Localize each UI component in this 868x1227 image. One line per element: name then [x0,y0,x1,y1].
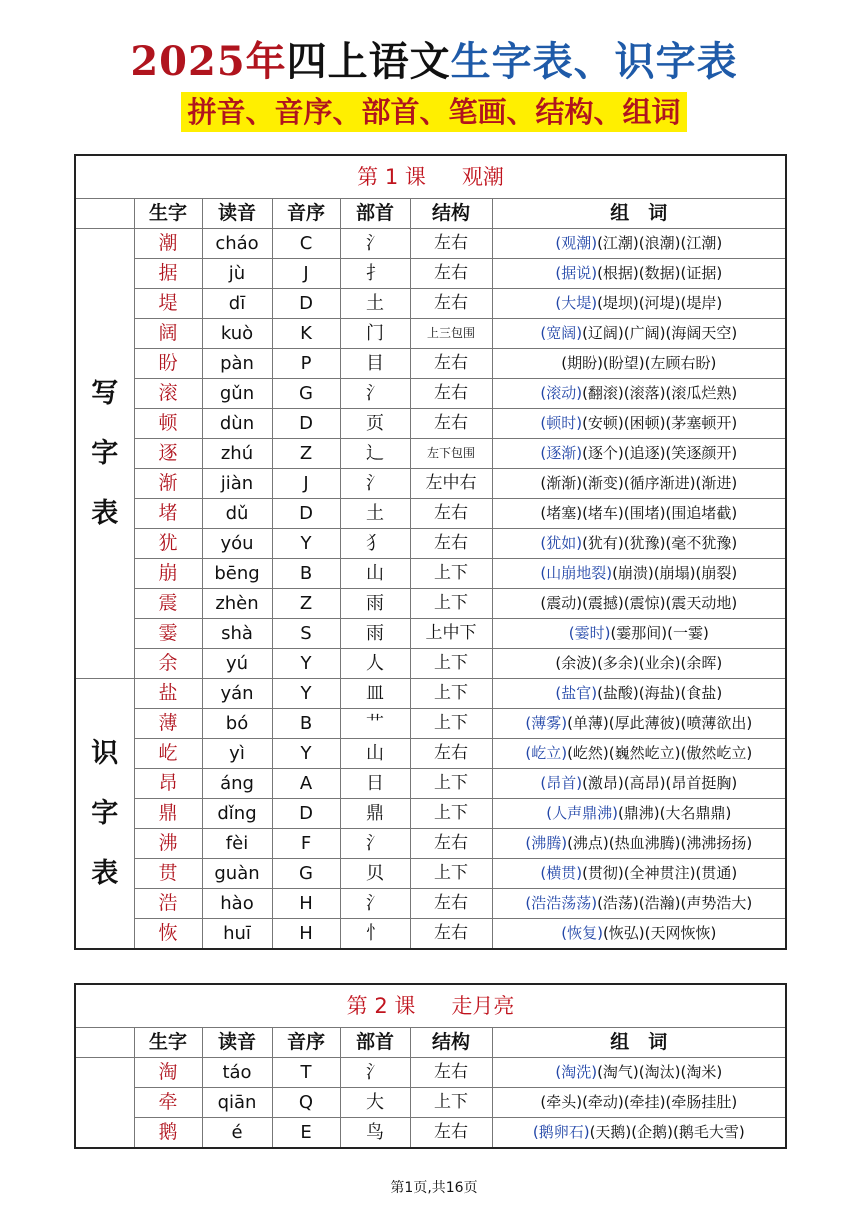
category-char: 识 [91,737,119,769]
structure-cell: 上下 [410,769,492,799]
radical-cell: 鼎 [340,799,410,829]
words-first: (鹅卵石) [532,1123,590,1141]
radical-cell: 氵 [340,1058,410,1088]
words-rest: (牵头)(牵动)(牵挂)(牵肠挂肚) [540,1093,738,1111]
category-char: 字 [91,437,119,469]
table-row [75,1118,786,1149]
pinyin-cell: jù [202,259,272,289]
radical-cell: 氵 [340,889,410,919]
order-cell: D [272,409,340,439]
words-rest: (霎那间)(一霎) [610,624,709,642]
category-char: 字 [91,797,119,829]
radical-cell: 日 [340,769,410,799]
order-cell: Y [272,679,340,709]
words-rest: (余波)(多余)(业余)(余晖) [555,654,723,672]
order-cell: T [272,1058,340,1088]
order-cell: S [272,619,340,649]
structure-cell: 左右 [410,739,492,769]
table-row [75,649,786,679]
words-first: (山崩地裂) [540,564,613,582]
structure-cell: 左右 [410,829,492,859]
words-first: (人声鼎沸) [546,804,618,822]
words-cell [492,769,786,799]
structure-cell: 上下 [410,559,492,589]
char-cell: 沸 [134,829,202,859]
order-cell: H [272,889,340,919]
header-order: 音序 [272,199,340,229]
order-cell: Q [272,1088,340,1118]
words-rest: (天鹅)(企鹅)(鹅毛大雪) [589,1123,745,1141]
header-structure: 结构 [410,1028,492,1058]
table-row [75,289,786,319]
words-cell [492,439,786,469]
structure-cell: 左右 [410,1118,492,1149]
radical-cell: 忄 [340,919,410,950]
char-cell: 昂 [134,769,202,799]
words-first: (薄雾) [525,714,568,732]
words-cell [492,1088,786,1118]
lesson-number: 第 2 课 [346,994,416,1018]
words-rest: (屹然)(巍然屹立)(傲然屹立) [567,744,753,762]
order-cell: P [272,349,340,379]
words-rest: (期盼)(盼望)(左顾右盼) [561,354,717,372]
header-radical: 部首 [340,1028,410,1058]
words-cell [492,829,786,859]
structure-cell: 左右 [410,229,492,259]
pinyin-cell: bó [202,709,272,739]
lesson-number: 第 1 课 [357,165,426,189]
structure-cell: 左下包围 [410,439,492,469]
words-rest: (贯彻)(全神贯注)(贯通) [582,864,738,882]
lesson-title [75,984,786,1028]
order-cell: C [272,229,340,259]
pinyin-cell: yú [202,649,272,679]
order-cell: Y [272,649,340,679]
words-rest: (激昂)(高昂)(昂首挺胸) [582,774,738,792]
table-row [75,889,786,919]
words-rest: (崩溃)(崩塌)(崩裂) [612,564,738,582]
structure-cell: 左右 [410,409,492,439]
lesson-name: 走月亮 [451,994,515,1018]
words-cell [492,1118,786,1149]
order-cell: D [272,289,340,319]
words-rest: (逐个)(追逐)(笑逐颜开) [582,444,738,462]
words-cell [492,889,786,919]
lesson-table-1 [74,154,787,950]
table-row [75,619,786,649]
radical-cell: 雨 [340,589,410,619]
structure-cell: 左右 [410,259,492,289]
char-cell: 渐 [134,469,202,499]
table-row [75,829,786,859]
structure-cell: 上下 [410,709,492,739]
words-cell [492,559,786,589]
order-cell: F [272,829,340,859]
title-year: 2025年 [130,38,287,85]
pinyin-cell: jiàn [202,469,272,499]
char-cell: 余 [134,649,202,679]
words-cell [492,1058,786,1088]
words-first: (霎时) [568,624,611,642]
pinyin-cell: dùn [202,409,272,439]
words-rest: (鼎沸)(大名鼎鼎) [617,804,732,822]
pinyin-cell: yóu [202,529,272,559]
pinyin-cell: zhú [202,439,272,469]
radical-cell: 氵 [340,379,410,409]
order-cell: E [272,1118,340,1149]
pinyin-cell: pàn [202,349,272,379]
pinyin-cell: fèi [202,829,272,859]
words-first: (滚动) [540,384,583,402]
words-first: (顿时) [540,414,583,432]
header-char: 生字 [134,199,202,229]
radical-cell: 艹 [340,709,410,739]
char-cell: 逐 [134,439,202,469]
pinyin-cell: kuò [202,319,272,349]
structure-cell: 上三包围 [410,319,492,349]
char-cell: 盼 [134,349,202,379]
table-row [75,379,786,409]
structure-cell: 上下 [410,1088,492,1118]
char-cell: 鼎 [134,799,202,829]
char-cell: 顿 [134,409,202,439]
pinyin-cell: yì [202,739,272,769]
table-row [75,529,786,559]
header-words: 组 词 [492,1028,786,1058]
radical-cell: 氵 [340,229,410,259]
structure-cell: 左右 [410,889,492,919]
pinyin-cell: dǐng [202,799,272,829]
words-rest: (辽阔)(广阔)(海阔天空) [582,324,738,342]
table-row [75,319,786,349]
pinyin-cell: táo [202,1058,272,1088]
words-rest: (堤坝)(河堤)(堤岸) [597,294,723,312]
page-footer: 第1页,共16页 [390,1180,478,1196]
words-cell [492,289,786,319]
pinyin-cell: yán [202,679,272,709]
words-rest: (堵塞)(堵车)(围堵)(围追堵截) [540,504,738,522]
header-radical: 部首 [340,199,410,229]
pinyin-cell: cháo [202,229,272,259]
table-row [75,1058,786,1088]
char-cell: 堵 [134,499,202,529]
structure-cell: 上下 [410,649,492,679]
table-row [75,1088,786,1118]
pinyin-cell: guàn [202,859,272,889]
radical-cell: 氵 [340,469,410,499]
table-row [75,439,786,469]
char-cell: 贯 [134,859,202,889]
pinyin-cell: é [202,1118,272,1149]
radical-cell: 扌 [340,259,410,289]
table-row [75,859,786,889]
pinyin-cell: gǔn [202,379,272,409]
words-rest: (安顿)(困顿)(茅塞顿开) [582,414,738,432]
order-cell: Z [272,439,340,469]
words-first: (逐渐) [540,444,583,462]
order-cell: A [272,769,340,799]
order-cell: H [272,919,340,950]
lesson-title [75,155,786,199]
order-cell: K [272,319,340,349]
table-row [75,259,786,289]
words-first: (淘洗) [555,1063,598,1081]
words-cell [492,349,786,379]
char-cell: 霎 [134,619,202,649]
words-rest: (浩荡)(浩瀚)(声势浩大) [597,894,753,912]
lesson-title-row [75,155,786,199]
order-cell: J [272,259,340,289]
structure-cell: 上中下 [410,619,492,649]
category-char: 写 [91,377,119,409]
table-row [75,499,786,529]
header-blank [75,1028,134,1058]
words-first: (浩浩荡荡) [525,894,598,912]
structure-cell: 左右 [410,1058,492,1088]
radical-cell: 土 [340,289,410,319]
pinyin-cell: hào [202,889,272,919]
words-rest: (沸点)(热血沸腾)(沸沸扬扬) [567,834,753,852]
words-cell [492,469,786,499]
words-cell [492,859,786,889]
category-cell [75,679,134,950]
words-rest: (单薄)(厚此薄彼)(喷薄欲出) [567,714,753,732]
table-row [75,589,786,619]
radical-cell: 氵 [340,829,410,859]
table-row [75,559,786,589]
char-cell: 震 [134,589,202,619]
words-first: (横贯) [540,864,583,882]
radical-cell: 山 [340,739,410,769]
radical-cell: 雨 [340,619,410,649]
page-title [0,30,868,87]
lesson-table-2 [74,983,787,1149]
structure-cell: 左右 [410,379,492,409]
header-blank [75,199,134,229]
radical-cell: 皿 [340,679,410,709]
structure-cell: 左右 [410,919,492,950]
order-cell: D [272,499,340,529]
order-cell: G [272,859,340,889]
radical-cell: 土 [340,499,410,529]
radical-cell: 目 [340,349,410,379]
pinyin-cell: bēng [202,559,272,589]
lesson-name: 观潮 [461,165,504,189]
words-first: (犹如) [540,534,583,552]
words-rest: (震动)(震撼)(震惊)(震天动地) [540,594,738,612]
pinyin-cell: dī [202,289,272,319]
char-cell: 牵 [134,1088,202,1118]
table-row [75,679,786,709]
structure-cell: 上下 [410,589,492,619]
header-row [75,199,786,229]
structure-cell: 上下 [410,679,492,709]
pinyin-cell: qiān [202,1088,272,1118]
words-cell [492,799,786,829]
words-cell [492,589,786,619]
table-row [75,469,786,499]
header-structure: 结构 [410,199,492,229]
char-cell: 薄 [134,709,202,739]
table-row [75,349,786,379]
char-cell: 淘 [134,1058,202,1088]
order-cell: Y [272,529,340,559]
words-rest: (根据)(数据)(证据) [597,264,723,282]
pinyin-cell: dǔ [202,499,272,529]
radical-cell: 页 [340,409,410,439]
table-row [75,769,786,799]
header-pinyin: 读音 [202,199,272,229]
words-rest: (淘气)(淘汰)(淘米) [597,1063,723,1081]
title-subject: 四上语文 [286,39,451,85]
structure-cell: 左中右 [410,469,492,499]
words-rest: (恢弘)(天网恢恢) [602,924,717,942]
char-cell: 潮 [134,229,202,259]
category-char: 表 [91,857,119,889]
char-cell: 阔 [134,319,202,349]
page-subtitle [0,92,868,132]
char-cell: 浩 [134,889,202,919]
words-first: (恢复) [561,924,603,942]
words-cell [492,919,786,950]
char-cell: 鹅 [134,1118,202,1149]
words-cell [492,319,786,349]
words-rest: (渐渐)(渐变)(循序渐进)(渐进) [540,474,738,492]
structure-cell: 上下 [410,859,492,889]
words-rest: (盐酸)(海盐)(食盐) [597,684,723,702]
table-row [75,799,786,829]
table-row [75,919,786,950]
order-cell: B [272,559,340,589]
order-cell: Y [272,739,340,769]
words-cell [492,649,786,679]
words-first: (宽阔) [540,324,583,342]
words-rest: (犹有)(犹豫)(毫不犹豫) [582,534,738,552]
radical-cell: 贝 [340,859,410,889]
title-topic: 生字表、识字表 [450,39,738,85]
char-cell: 滚 [134,379,202,409]
words-first: (据说) [555,264,598,282]
header-char: 生字 [134,1028,202,1058]
pinyin-cell: huī [202,919,272,950]
structure-cell: 上下 [410,799,492,829]
category-char: 表 [91,497,119,529]
table-row [75,229,786,259]
words-cell [492,739,786,769]
radical-cell: 门 [340,319,410,349]
structure-cell: 左右 [410,349,492,379]
radical-cell: 辶 [340,439,410,469]
words-cell [492,529,786,559]
words-cell [492,409,786,439]
table-row [75,739,786,769]
radical-cell: 鸟 [340,1118,410,1149]
words-first: (观潮) [555,234,598,252]
words-first: (昂首) [540,774,583,792]
category-cell [75,1058,134,1149]
category-cell [75,229,134,679]
words-cell [492,499,786,529]
radical-cell: 山 [340,559,410,589]
radical-cell: 人 [340,649,410,679]
words-cell [492,709,786,739]
words-first: (屹立) [525,744,568,762]
char-cell: 堤 [134,289,202,319]
order-cell: B [272,709,340,739]
subtitle-text: 拼音、音序、部首、笔画、结构、组词 [181,92,686,132]
words-cell [492,679,786,709]
words-cell [492,379,786,409]
char-cell: 恢 [134,919,202,950]
lesson-title-row [75,984,786,1028]
order-cell: Z [272,589,340,619]
order-cell: D [272,799,340,829]
words-cell [492,259,786,289]
radical-cell: 大 [340,1088,410,1118]
radical-cell: 犭 [340,529,410,559]
pinyin-cell: áng [202,769,272,799]
header-words: 组 词 [492,199,786,229]
words-rest: (翻滚)(滚落)(滚瓜烂熟) [582,384,738,402]
header-pinyin: 读音 [202,1028,272,1058]
char-cell: 崩 [134,559,202,589]
header-row [75,1028,786,1058]
words-first: (沸腾) [525,834,568,852]
pinyin-cell: zhèn [202,589,272,619]
table-row [75,409,786,439]
header-order: 音序 [272,1028,340,1058]
order-cell: G [272,379,340,409]
structure-cell: 左右 [410,529,492,559]
words-first: (盐官) [555,684,598,702]
table-row [75,709,786,739]
words-cell [492,229,786,259]
char-cell: 屹 [134,739,202,769]
char-cell: 盐 [134,679,202,709]
words-first: (大堤) [555,294,598,312]
structure-cell: 左右 [410,289,492,319]
char-cell: 据 [134,259,202,289]
words-rest: (江潮)(浪潮)(江潮) [597,234,723,252]
structure-cell: 左右 [410,499,492,529]
char-cell: 犹 [134,529,202,559]
words-cell [492,619,786,649]
pinyin-cell: shà [202,619,272,649]
order-cell: J [272,469,340,499]
